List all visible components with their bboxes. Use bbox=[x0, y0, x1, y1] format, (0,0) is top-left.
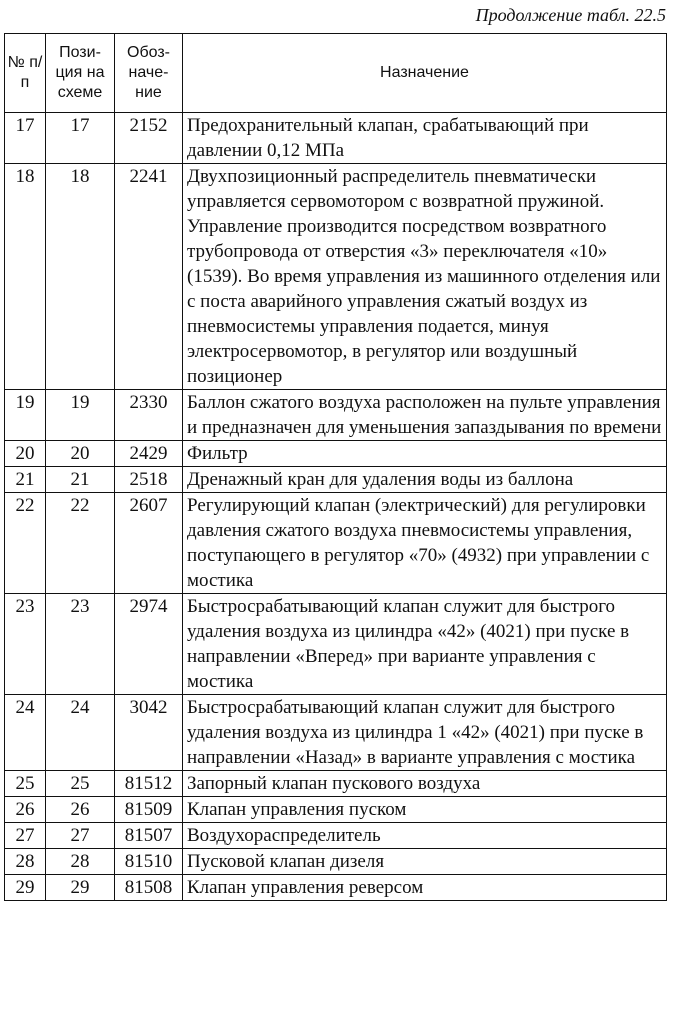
row-number: 20 bbox=[5, 441, 46, 467]
row-designation: 81507 bbox=[115, 823, 183, 849]
row-purpose: Пусковой клапан дизеля bbox=[183, 849, 667, 875]
header-position: Пози-ция на схеме bbox=[46, 34, 115, 113]
row-designation: 2974 bbox=[115, 594, 183, 695]
row-designation: 2152 bbox=[115, 113, 183, 164]
row-designation: 2607 bbox=[115, 493, 183, 594]
header-designation: Обоз-наче-ние bbox=[115, 34, 183, 113]
row-purpose: Дренажный кран для удаления воды из баллона bbox=[183, 467, 667, 493]
table-row bbox=[5, 493, 667, 594]
table-row bbox=[5, 823, 667, 849]
equipment-table bbox=[4, 33, 667, 901]
row-position: 17 bbox=[46, 113, 115, 164]
row-position: 19 bbox=[46, 390, 115, 441]
row-position: 20 bbox=[46, 441, 115, 467]
row-position: 26 bbox=[46, 797, 115, 823]
row-position: 24 bbox=[46, 695, 115, 771]
row-number: 28 bbox=[5, 849, 46, 875]
row-number: 18 bbox=[5, 164, 46, 390]
table-row bbox=[5, 875, 667, 901]
row-designation: 2518 bbox=[115, 467, 183, 493]
row-purpose: Двухпозиционный распределитель пневматически управляется сервомотором с возвратной пружиной. Управление производится посредством возвратного трубопровода от отверстия «3» переключателя «10» (1539). Во время управления из машинного отделения или с поста аварийного управления сжатый воздух из пневмосистемы управления подается, минуя электросервомотор, в регулятор или воздушный позиционер bbox=[183, 164, 667, 390]
row-number: 22 bbox=[5, 493, 46, 594]
table-row bbox=[5, 467, 667, 493]
table-body bbox=[5, 113, 667, 901]
header-row bbox=[5, 34, 667, 113]
row-position: 25 bbox=[46, 771, 115, 797]
row-purpose: Клапан управления реверсом bbox=[183, 875, 667, 901]
table-row bbox=[5, 695, 667, 771]
table-row bbox=[5, 797, 667, 823]
table-row bbox=[5, 390, 667, 441]
row-position: 28 bbox=[46, 849, 115, 875]
row-designation: 81510 bbox=[115, 849, 183, 875]
row-designation: 81509 bbox=[115, 797, 183, 823]
header-num: № п/п bbox=[5, 34, 46, 113]
row-purpose: Баллон сжатого воздуха расположен на пульте управления и предназначен для уменьшения запаздывания по времени bbox=[183, 390, 667, 441]
row-number: 21 bbox=[5, 467, 46, 493]
row-number: 26 bbox=[5, 797, 46, 823]
row-position: 21 bbox=[46, 467, 115, 493]
row-purpose: Быстросрабатывающий клапан служит для быстрого удаления воздуха из цилиндра 1 «42» (4021) при пуске в направлении «Назад» в варианте управления с мостика bbox=[183, 695, 667, 771]
table-caption: Продолжение табл. 22.5 bbox=[475, 5, 666, 25]
row-position: 23 bbox=[46, 594, 115, 695]
row-number: 23 bbox=[5, 594, 46, 695]
row-designation: 81508 bbox=[115, 875, 183, 901]
row-purpose: Клапан управления пуском bbox=[183, 797, 667, 823]
row-number: 29 bbox=[5, 875, 46, 901]
row-designation: 2241 bbox=[115, 164, 183, 390]
row-position: 18 bbox=[46, 164, 115, 390]
table-row bbox=[5, 771, 667, 797]
row-number: 27 bbox=[5, 823, 46, 849]
row-purpose: Регулирующий клапан (электрический) для регулировки давления сжатого воздуха пневмосистемы управления, поступающего в регулятор «70» (4932) при управлении с мостика bbox=[183, 493, 667, 594]
table-row bbox=[5, 594, 667, 695]
table-row bbox=[5, 113, 667, 164]
row-number: 17 bbox=[5, 113, 46, 164]
row-purpose: Быстросрабатывающий клапан служит для быстрого удаления воздуха из цилиндра «42» (4021) при пуске в направлении «Вперед» при варианте управления с мостика bbox=[183, 594, 667, 695]
header-purpose: Назначение bbox=[183, 34, 667, 113]
row-number: 19 bbox=[5, 390, 46, 441]
row-purpose: Фильтр bbox=[183, 441, 667, 467]
row-designation: 3042 bbox=[115, 695, 183, 771]
row-purpose: Предохранительный клапан, срабатывающий при давлении 0,12 МПа bbox=[183, 113, 667, 164]
table-row bbox=[5, 164, 667, 390]
row-designation: 81512 bbox=[115, 771, 183, 797]
row-number: 24 bbox=[5, 695, 46, 771]
row-purpose: Запорный клапан пускового воздуха bbox=[183, 771, 667, 797]
table-row bbox=[5, 849, 667, 875]
row-position: 27 bbox=[46, 823, 115, 849]
table-row bbox=[5, 441, 667, 467]
row-number: 25 bbox=[5, 771, 46, 797]
row-position: 29 bbox=[46, 875, 115, 901]
row-position: 22 bbox=[46, 493, 115, 594]
row-designation: 2330 bbox=[115, 390, 183, 441]
row-designation: 2429 bbox=[115, 441, 183, 467]
row-purpose: Воздухораспределитель bbox=[183, 823, 667, 849]
